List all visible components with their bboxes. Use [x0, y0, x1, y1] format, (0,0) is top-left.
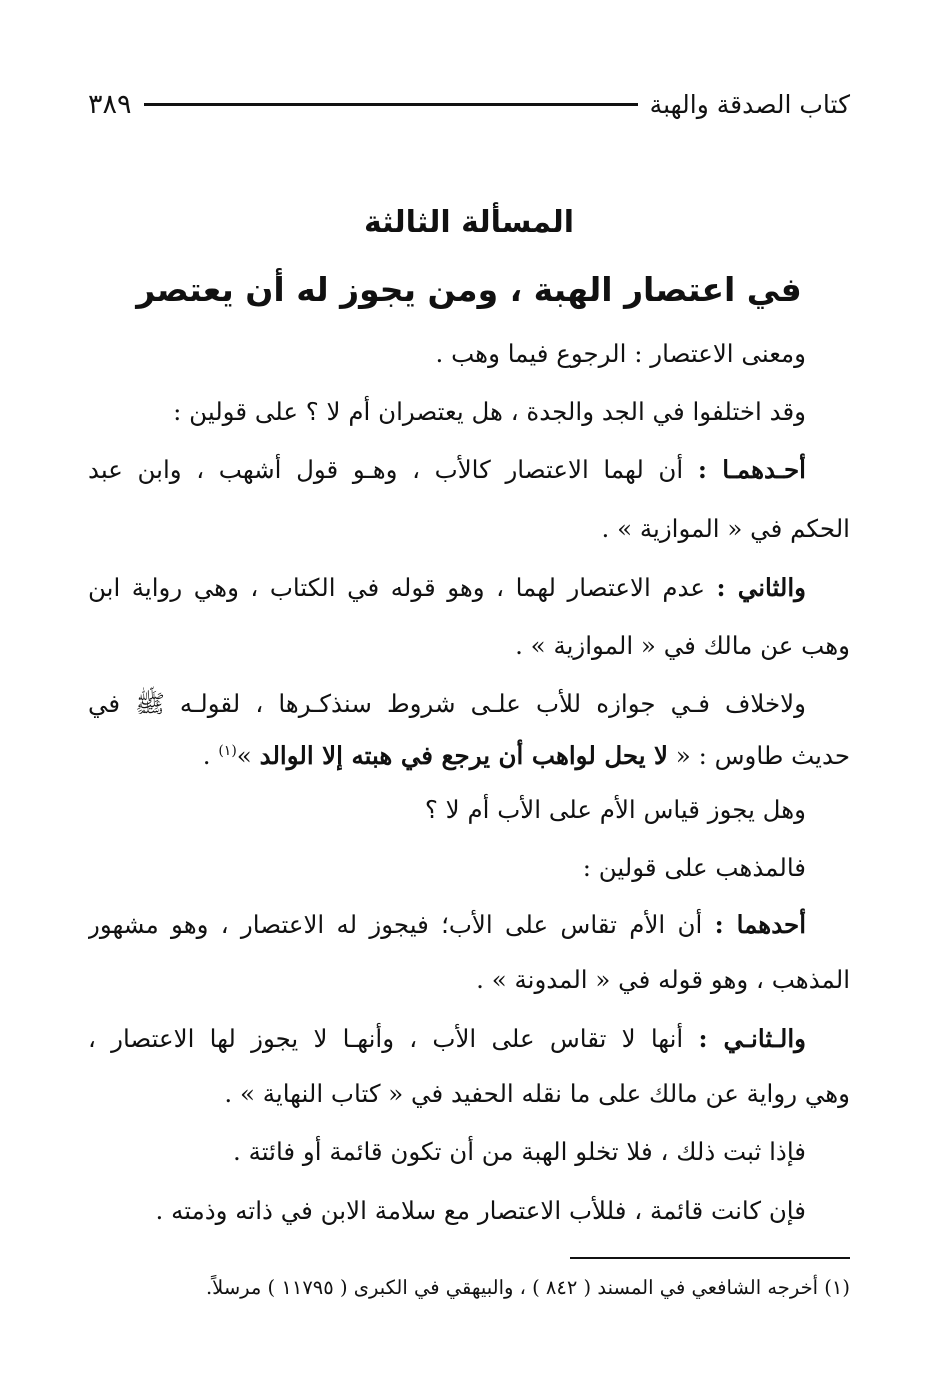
paragraph-text: أنها لا تقاس على الأب ، وأنهـا لا يجوز لها الاعتصار ،	[88, 1024, 699, 1053]
hadith-end: .	[202, 741, 219, 771]
paragraph-line: المذهب ، وهو قوله في « المدونة » .	[476, 965, 850, 994]
footnote-rule	[570, 1257, 850, 1259]
paragraph-line: وهل يجوز قياس الأم على الأب أم لا ؟	[424, 795, 806, 824]
paragraph-line: فإن كانت قائمة ، فللأب الاعتصار مع سلامة الابن في ذاته وذمته .	[155, 1196, 806, 1225]
paragraph-line	[88, 899, 850, 951]
paragraph-text: أن الأم تقاس على الأب؛ فيجوز له الاعتصار ، وهو مشهور	[88, 910, 715, 939]
paragraph-lead: أحـدهمـا :	[697, 455, 806, 484]
running-header	[88, 82, 850, 126]
page-number: ٣٨٩	[88, 88, 132, 120]
paragraph-line	[88, 725, 850, 777]
paragraph-lead: والـثانـي :	[698, 1024, 806, 1053]
hadith-intro: حديث طاوس : «	[668, 741, 850, 771]
paragraph-text: أن لهما الاعتصار كالأب ، وهـو قول أشهب ، وابن عبد	[88, 455, 698, 484]
paragraph-line	[88, 444, 850, 496]
paragraph-line: فإذا ثبت ذلك ، فلا تخلو الهبة من أن تكون قائمة أو فائتة .	[233, 1137, 806, 1166]
paragraph-text: عدم الاعتصار لهما ، وهو قوله في الكتاب ، وهي رواية ابن	[88, 573, 717, 602]
paragraph-line	[88, 1013, 850, 1065]
paragraph-line: ولاخلاف فـي جوازه للأب علـى شروط سنذكـرها ، لقولـه ﷺ في	[88, 689, 806, 718]
header-rule	[144, 103, 638, 106]
paragraph-lead: أحدهما :	[714, 910, 807, 939]
hadith-quote: لا يحل لواهب أن يرجع في هبته إلا الوالد	[259, 741, 669, 771]
footnote: (١) أخرجه الشافعي في المسند ( ٨٤٢ ) ، والبيهقي في الكبرى ( ١١٧٩٥ ) مرسلاً.	[205, 1276, 850, 1299]
paragraph-line: فالمذهب على قولين :	[582, 853, 806, 882]
paragraph-line: وهي رواية عن مالك على ما نقله الحفيد في « كتاب النهاية » .	[224, 1079, 850, 1108]
paragraph-line: الحكم في « الموازية » .	[601, 514, 850, 543]
paragraph-line	[88, 562, 850, 614]
paragraph-lead: والثاني :	[716, 573, 806, 602]
footnote-ref: (١)	[218, 743, 237, 759]
paragraph-line: وقد اختلفوا في الجد والجدة ، هل يعتصران أم لا ؟ على قولين :	[173, 397, 806, 426]
book-title: كتاب الصدقة والهبة	[649, 89, 850, 119]
issue-subtitle: في اعتصار الهبة ، ومن يجوز له أن يعتصر	[136, 270, 802, 309]
issue-title: المسألة الثالثة	[363, 205, 575, 240]
paragraph-line: ومعنى الاعتصار : الرجوع فيما وهب .	[435, 339, 806, 368]
hadith-close: »	[236, 741, 260, 771]
paragraph-line: وهب عن مالك في « الموازية » .	[515, 631, 850, 660]
